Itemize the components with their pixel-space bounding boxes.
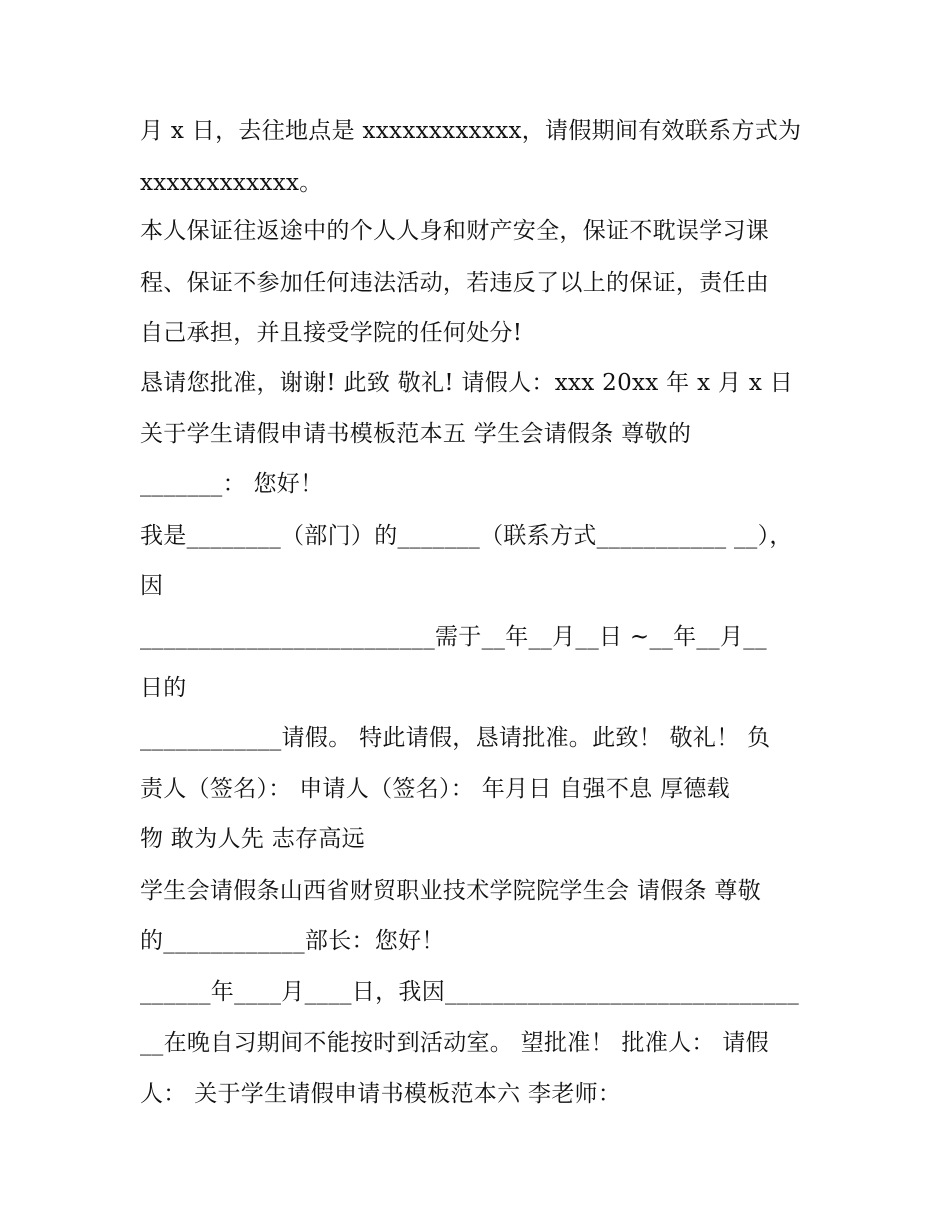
- text-line: _______： 您好！: [140, 471, 324, 497]
- text-line: 因: [140, 573, 164, 599]
- text-line: 本人保证往返途中的个人人身和财产安全，保证不耽误学习课: [140, 218, 770, 244]
- text-line: 责人（签名）： 申请人（签名）： 年月日 自强不息 厚德载: [140, 776, 730, 802]
- text-line: 的____________部长：您好！: [140, 928, 445, 954]
- text-line: 学生会请假条山西省财贸职业技术学院院学生会 请假条 尊敬: [140, 878, 762, 904]
- text-line: ______年____月____日，我因______________________________: [140, 979, 799, 1005]
- text-line: 恳请您批准，谢谢! 此致 敬礼! 请假人：xxx 20xx 年 x 月 x 日: [140, 370, 794, 396]
- text-line: 自己承担，并且接受学院的任何处分!: [140, 320, 523, 346]
- text-line: 程、保证不参加任何违法活动，若违反了以上的保证，责任由: [140, 270, 770, 296]
- text-line: _________________________需于__年__月__日 ~__年__月__: [140, 624, 767, 650]
- text-line: 关于学生请假申请书模板范本五 学生会请假条 尊敬的: [140, 421, 692, 447]
- text-line: 人： 关于学生请假申请书模板范本六 李老师：: [140, 1081, 622, 1107]
- text-line: __在晚自习期间不能按时到活动室。 望批准！ 批准人： 请假: [140, 1030, 769, 1056]
- text-line: 日的: [140, 675, 187, 701]
- text-line: ____________请假。 特此请假，恳请批准。此致！ 敬礼！ 负: [140, 725, 771, 751]
- text-line: 月 x 日，去往地点是 xxxxxxxxxxxx，请假期间有效联系方式为: [140, 118, 802, 144]
- text-line: 物 敢为人先 志存高远: [140, 826, 365, 852]
- text-line: 我是________（部门）的_______（联系方式___________ __），: [140, 523, 793, 549]
- text-line: xxxxxxxxxxxx。: [140, 170, 323, 196]
